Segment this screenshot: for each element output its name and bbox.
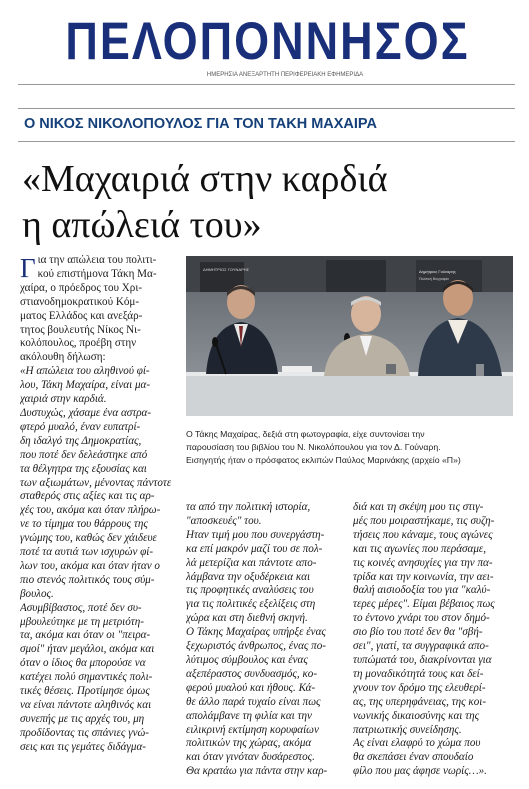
body-line: τις προφητικές αναλύσεις του xyxy=(186,584,314,597)
caption-line: Εισηγητής ήταν ο πρόσφατος εκλιπών Παύλος Μαρινάκης (αρχείο «Π») xyxy=(186,455,461,465)
masthead-rule xyxy=(18,84,515,85)
body-line: ακόλουθη δήλωση: xyxy=(20,351,106,364)
body-line: Ασυμβίβαστος, ποτέ δεν συ- xyxy=(20,601,142,614)
kicker-rule-bottom xyxy=(18,141,515,142)
body-line: χώρα και στη διεθνή σκηνή. xyxy=(186,612,308,625)
body-line: προδίδοντας τις σπάνιες γνώ- xyxy=(20,726,149,739)
body-line: ποτέ τα αυτιά των ισχυρών φί- xyxy=(20,546,154,559)
body-line: νε το τίμημα του θάρρους της xyxy=(20,518,148,531)
body-line: ματος Ελλάδος και ανεξάρ- xyxy=(20,309,143,322)
body-line: στιανοδημοκρατικού Κόμ- xyxy=(20,295,140,308)
body-line: χές του, ακόμα και όταν πλήρω- xyxy=(20,504,161,517)
article-headline xyxy=(22,156,512,248)
masthead xyxy=(20,14,515,78)
body-line: ειλικρινή εκτίμηση κορυφαίων xyxy=(186,723,319,736)
body-line: τη μοναδικότητά τους και δεί- xyxy=(353,667,484,680)
article-column-3 xyxy=(353,501,513,779)
body-line: το έντονο χνάρι του στον δημό- xyxy=(353,612,490,625)
body-line: τικές θέσεις. Προτίμησε όμως xyxy=(20,685,150,698)
body-line: χαιριά στην καρδιά. xyxy=(20,393,107,406)
article-column-2 xyxy=(186,501,345,779)
body-line: των αξιωμάτων, μένοντας πάντοτε xyxy=(20,476,172,489)
body-line: τις κοινές ανησυχίες για την πα- xyxy=(353,556,493,569)
body-line: λων του, ακόμα και όταν ήταν ο xyxy=(20,559,160,572)
body-line: Ηταν τιμή μου που συνεργάστη- xyxy=(186,528,325,541)
headline-line-2: η απώλειά του» xyxy=(22,204,262,246)
body-line: «Η απώλεια του αληθινού φί- xyxy=(20,365,150,378)
body-line: που ποτέ δεν δελεάστηκε από xyxy=(20,448,148,461)
poster-text-2-sub: Πολιτική Βιογραφία xyxy=(419,277,449,281)
body-line: χαίρα, ο πρόεδρος του Χρι- xyxy=(20,281,143,294)
body-line: φτερό μυαλό, έναν ευπατρί- xyxy=(20,420,141,433)
body-line: κατέχει πολύ σημαντικές πολι- xyxy=(20,671,153,684)
body-line: λάμβανα την οξυδέρκεια και xyxy=(186,570,311,583)
body-line: λου, Τάκη Μαχαίρα, είναι μα- xyxy=(20,379,151,392)
body-line: χνουν τον δρόμο της ελευθερί- xyxy=(353,681,486,694)
body-line: αξεπέραστος συνδυασμός, κο- xyxy=(186,667,318,680)
headline-line-1: «Μαχαιριά στην καρδιά xyxy=(22,158,388,200)
body-line: και όταν γινόταν δυσάρεστος. xyxy=(186,751,315,764)
body-line: σιο βίο του ποτέ δεν θα "σβή- xyxy=(353,626,483,639)
body-line: απολάμβανε τη φιλία και την xyxy=(186,709,312,722)
newspaper-title: ΠΕΛΟΠΟΝΝΗΣΟΣ xyxy=(65,14,470,69)
body-line: κολόπουλος, προέβη στην xyxy=(20,337,137,350)
body-line: ας, της υπερηφάνειας, της κοι- xyxy=(353,695,487,708)
body-line: κα επί μακρόν μαζί του σε πολ- xyxy=(186,542,323,555)
photo-caption xyxy=(186,428,513,467)
body-line: σεις και τις γεμάτες διδάγμα- xyxy=(20,740,146,753)
poster-text-1: ΔΗΜΗΤΡΙΟΣ ΓΟΥΝΑΡΗΣ xyxy=(203,267,250,272)
drop-cap: Γ xyxy=(20,253,36,283)
body-line: σει", γιατί, τα συγγραφικά απο- xyxy=(353,640,489,653)
body-line: τήσεις που κάναμε, τους αγώνες xyxy=(353,528,493,541)
body-line: πολιτικών της χώρας, ακόμα xyxy=(186,737,312,750)
body-line: φίλο που μας άφησε νωρίς…». xyxy=(353,765,487,778)
body-line: σταθερός στις αξίες και τις αρ- xyxy=(20,490,155,503)
body-line: και τις αγωνίες που περάσαμε, xyxy=(353,542,487,555)
article-kicker: Ο ΝΙΚΟΣ ΝΙΚΟΛΟΠΟΥΛΟΣ ΓΙΑ ΤΟΝ ΤΑΚΗ ΜΑΧΑΙΡΑ xyxy=(24,116,377,132)
body-line: βουλος. xyxy=(20,587,54,600)
body-line: πατριωτικής συνείδησης. xyxy=(353,723,462,736)
body-line: σμοί" ήταν μεγάλοι, ακόμα και xyxy=(20,643,155,656)
body-line: γνώμης του, καθώς δεν χάιδευε xyxy=(20,532,157,545)
body-line: πιο στενός πολιτικός τους σύμ- xyxy=(20,573,155,586)
body-line: τυπώματά του, διακρίνονται για xyxy=(353,653,492,666)
body-line: τρίδα και την κοινωνία, την αει- xyxy=(353,570,494,583)
body-line: όταν ο ίδιος θα μπορούσε να xyxy=(20,657,146,670)
body-line: Ο Τάκης Μαχαίρας υπήρξε ένας xyxy=(186,626,326,639)
body-line: τητος βουλευτής Νίκος Νι- xyxy=(20,323,141,336)
body-line: λά μετερίζια και πάντοτε απο- xyxy=(186,556,317,569)
kicker-rule-top xyxy=(18,108,515,109)
body-line: Ας είναι ελαφρύ το χώμα που xyxy=(353,737,481,750)
body-line: φερού μυαλού και ήθους. Κά- xyxy=(186,681,316,694)
body-line: θαλή αισιοδοξία του για "καλύ- xyxy=(353,584,491,597)
body-line: λύτιμος σύμβουλος και ένας xyxy=(186,653,308,666)
body-line: Θα κρατάω για πάντα στην καρ- xyxy=(186,765,328,778)
body-line: να είναι πάντοτε αληθινός και xyxy=(20,699,152,711)
body-line: κού επιστήμονα Τάκη Μα- xyxy=(37,267,157,280)
body-line: συνεπής με τις αρχές του, μη xyxy=(20,712,145,725)
body-line: μβουλεύτηκε με τη μετριότη- xyxy=(20,615,144,628)
body-line: "αποσκευές" του. xyxy=(186,514,262,527)
body-line: τα, ακόμα και όταν οι "πειρα- xyxy=(20,629,151,642)
article-column-1 xyxy=(20,254,173,755)
article-photo xyxy=(186,256,513,416)
body-line: ξεχωριστός άνθρωπος, ένας πο- xyxy=(186,640,326,653)
newspaper-subtitle: ΗΜΕΡΗΣΙΑ ΑΝΕΞΑΡΤΗΤΗ ΠΕΡΙΦΕΡΕΙΑΚΗ ΕΦΗΜΕΡΙΔΑ xyxy=(206,72,364,78)
body-line: θε άλλο παρά τυχαίο είναι πως xyxy=(186,695,321,708)
body-line: τα θέλγητρα της εξουσίας και xyxy=(20,462,147,475)
body-line: Δυστυχώς, χάσαμε ένα αστρα- xyxy=(20,406,152,419)
body-line: θα σκεπάσει έναν σπουδαίο xyxy=(353,751,474,764)
body-line: διά και τη σκέψη μου τις στιγ- xyxy=(353,501,484,513)
caption-line: Ο Τάκης Μαχαίρας, δεξιά στη φωτογραφία, είχε συντονίσει την xyxy=(186,429,425,439)
body-line: νωνικής δικαιοσύνης και της xyxy=(353,709,480,722)
body-line: ια την απώλεια του πολιτι- xyxy=(37,254,157,266)
body-line: τα από την πολιτική ιστορία, xyxy=(186,501,311,513)
body-line: τερες μέρες". Είμαι βέβαιος πως xyxy=(353,598,495,611)
body-line: μές που μοιραστήκαμε, τις συζη- xyxy=(353,514,495,527)
poster-text-2: Δημήτριος Γούναρης xyxy=(419,269,456,274)
body-line: δη ιδαλγό της Δημοκρατίας, xyxy=(20,434,142,447)
caption-line: παρουσίαση του βιβλίου του Ν. Νικολόπουλου για τον Δ. Γούναρη. xyxy=(186,442,441,452)
body-line: για τις πολιτικές εξελίξεις στη xyxy=(186,598,316,611)
